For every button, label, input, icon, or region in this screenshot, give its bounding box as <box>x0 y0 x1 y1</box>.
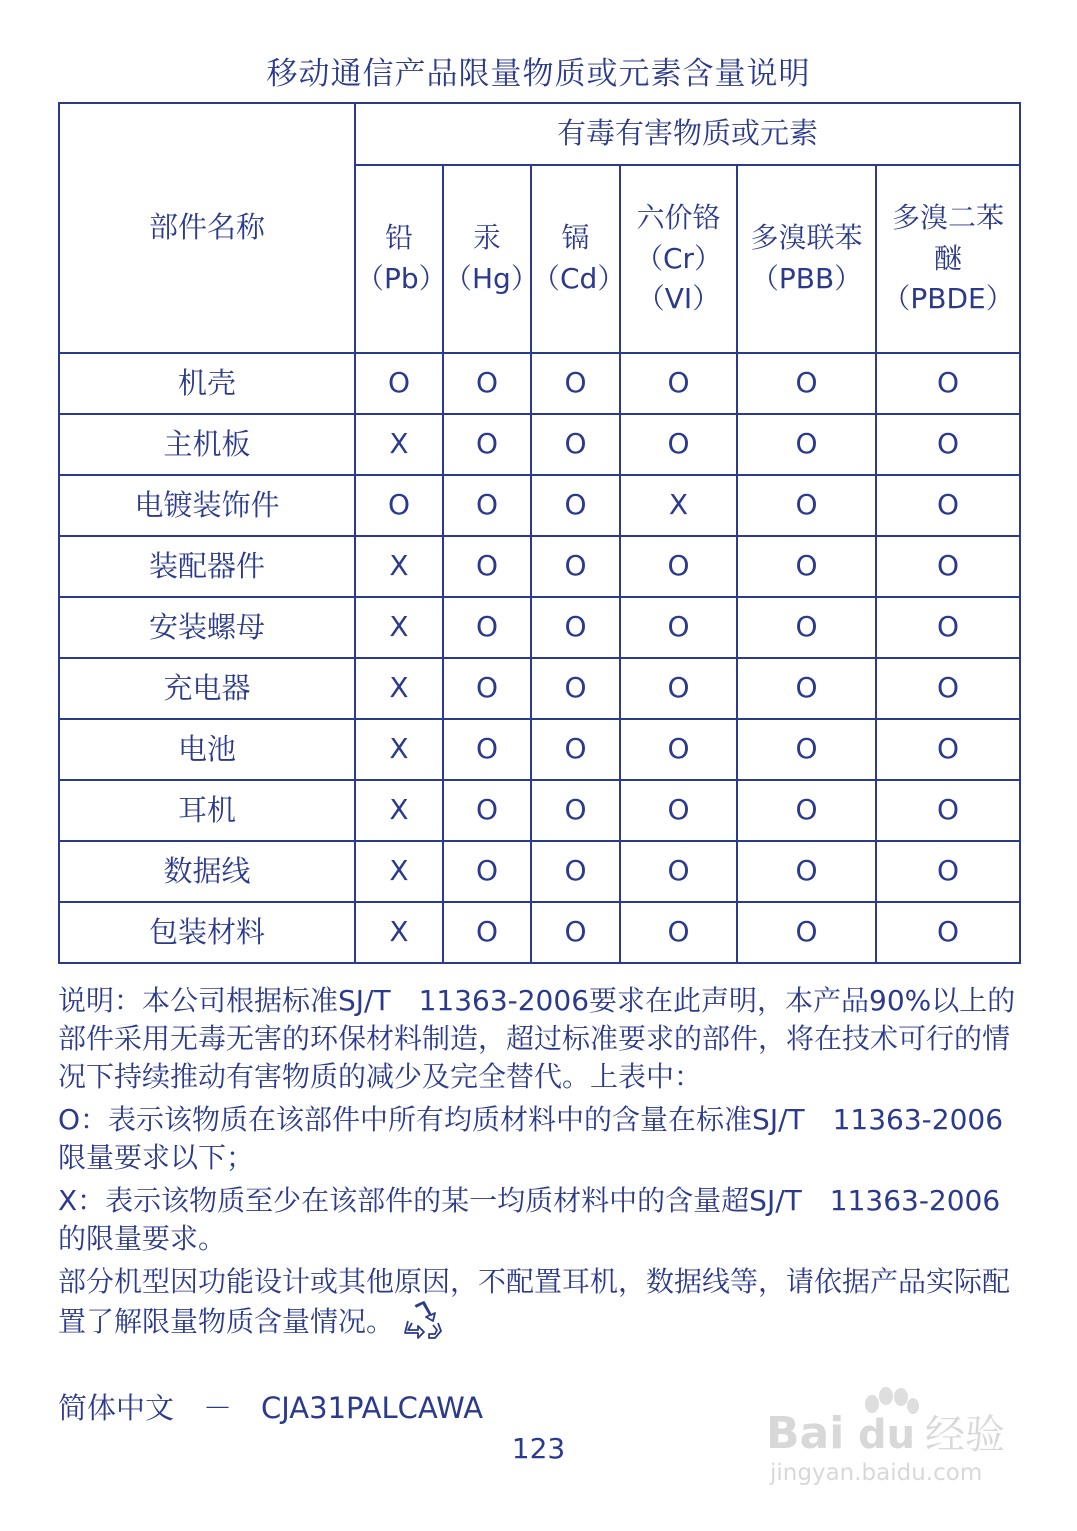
substance-mark-cell: O <box>620 719 737 780</box>
substance-mark-cell: O <box>876 902 1020 963</box>
substance-mark-cell: O <box>443 658 531 719</box>
baidu-watermark <box>760 1368 1030 1488</box>
substance-mark-cell: O <box>620 658 737 719</box>
o-legend-text: O：表示该物质在该部件中所有均质材料中的含量在标准SJ/T 11363-2006限量要求以下； <box>58 1103 1004 1174</box>
watermark-url: jingyan.baidu.com <box>770 1460 983 1486</box>
substance-mark-cell: O <box>443 536 531 597</box>
substance-mark-cell: X <box>355 780 443 841</box>
part-name-cell: 电池 <box>59 719 355 780</box>
substance-mark-cell: X <box>355 841 443 902</box>
part-name-cell: 机壳 <box>59 353 355 414</box>
substance-mark-cell: O <box>443 719 531 780</box>
substance-mark-cell: O <box>443 902 531 963</box>
substance-mark-cell: O <box>737 780 876 841</box>
substance-table <box>58 102 1021 964</box>
substance-mark-cell: O <box>876 841 1020 902</box>
substance-mark-cell: X <box>355 719 443 780</box>
substance-mark-cell: X <box>355 597 443 658</box>
substance-mark-cell: X <box>355 658 443 719</box>
substance-mark-cell: O <box>737 414 876 475</box>
page-number: 123 <box>511 1432 566 1465</box>
substance-mark-cell: O <box>737 597 876 658</box>
substance-mark-cell: O <box>737 841 876 902</box>
substance-mark-cell: O <box>443 841 531 902</box>
substance-mark-cell: O <box>737 475 876 536</box>
substance-mark-cell: O <box>876 353 1020 414</box>
substance-mark-cell: O <box>531 780 620 841</box>
notes-section <box>58 982 1020 1346</box>
substance-mark-cell: O <box>876 658 1020 719</box>
statement-text: 说明：本公司根据标准SJ/T 11363-2006要求在此声明，本产品90%以上的部件采用无毒无害的环保材料制造，超过标准要求的部件，将在技术可行的情况下持续推动有害物质的减少及完全替代。上表中： <box>58 984 1016 1093</box>
substance-mark-cell: X <box>355 902 443 963</box>
substance-mark-cell: O <box>876 475 1020 536</box>
substance-mark-cell: O <box>620 841 737 902</box>
substance-mark-cell: O <box>443 353 531 414</box>
substance-mark-cell: O <box>531 719 620 780</box>
table-row <box>59 536 1020 597</box>
page-title: 移动通信产品限量物质或元素含量说明 <box>266 56 811 92</box>
substance-mark-cell: O <box>876 780 1020 841</box>
substance-mark-cell: O <box>737 658 876 719</box>
watermark-brand-cn: 经验 <box>925 1412 1005 1458</box>
substance-mark-cell: O <box>531 658 620 719</box>
substance-mark-cell: O <box>620 597 737 658</box>
substance-mark-cell: O <box>531 414 620 475</box>
substance-mark-cell: O <box>620 780 737 841</box>
substance-mark-cell: O <box>876 414 1020 475</box>
table-row <box>59 719 1020 780</box>
part-name-cell: 耳机 <box>59 780 355 841</box>
substance-mark-cell: O <box>531 536 620 597</box>
substance-header-pbde: 多溴二苯 醚 （PBDE） <box>876 165 1020 353</box>
part-name-cell: 电镀装饰件 <box>59 475 355 536</box>
substance-mark-cell: O <box>737 902 876 963</box>
recycle-icon <box>402 1301 444 1341</box>
table-row <box>59 353 1020 414</box>
substance-mark-cell: O <box>620 536 737 597</box>
substance-mark-cell: O <box>443 597 531 658</box>
part-name-cell: 包装材料 <box>59 902 355 963</box>
substance-mark-cell: O <box>620 414 737 475</box>
watermark-brand-du: du <box>858 1412 916 1458</box>
config-text: 部分机型因功能设计或其他原因，不配置耳机，数据线等，请依据产品实际配置了解限量物质含量情况。 <box>58 1263 1020 1341</box>
substance-mark-cell: O <box>737 353 876 414</box>
substance-mark-cell: O <box>531 597 620 658</box>
table-row <box>59 780 1020 841</box>
substance-mark-cell: X <box>355 536 443 597</box>
part-name-cell: 主机板 <box>59 414 355 475</box>
table-row <box>59 841 1020 902</box>
table-row <box>59 597 1020 658</box>
substance-mark-cell: O <box>876 597 1020 658</box>
substance-mark-cell: O <box>876 719 1020 780</box>
substance-header-pbb: 多溴联苯 （PBB） <box>737 165 876 353</box>
footer-language: 简体中文 － CJA31PALCAWA <box>58 1391 484 1425</box>
substance-mark-cell: X <box>620 475 737 536</box>
substance-mark-cell: O <box>620 353 737 414</box>
x-legend-text: X：表示该物质至少在该部件的某一均质材料中的含量超SJ/T 11363-2006的限量要求。 <box>58 1184 1001 1255</box>
substance-mark-cell: O <box>620 902 737 963</box>
table-body <box>59 353 1020 963</box>
substance-mark-cell: O <box>443 780 531 841</box>
substance-mark-cell: O <box>737 719 876 780</box>
substance-mark-cell: X <box>355 414 443 475</box>
substance-header-pb: 铅 （Pb） <box>355 165 443 353</box>
substance-mark-cell: O <box>531 475 620 536</box>
substance-header-hg: 汞 （Hg） <box>443 165 531 353</box>
table-row <box>59 658 1020 719</box>
substance-mark-cell: O <box>355 475 443 536</box>
watermark-brand: Bai <box>766 1408 845 1459</box>
part-name-cell: 安装螺母 <box>59 597 355 658</box>
substance-mark-cell: O <box>531 902 620 963</box>
substance-mark-cell: O <box>443 475 531 536</box>
substance-mark-cell: O <box>737 536 876 597</box>
substance-mark-cell: O <box>355 353 443 414</box>
substance-mark-cell: O <box>876 536 1020 597</box>
part-name-cell: 数据线 <box>59 841 355 902</box>
substance-header-cd: 镉 （Cd） <box>531 165 620 353</box>
substance-mark-cell: O <box>531 353 620 414</box>
substance-group-header: 有毒有害物质或元素 <box>355 103 1020 165</box>
substance-mark-cell: O <box>443 414 531 475</box>
table-row <box>59 902 1020 963</box>
table-row <box>59 414 1020 475</box>
substance-mark-cell: O <box>531 841 620 902</box>
table-row <box>59 475 1020 536</box>
substance-header-cr6: 六价铬 （Cr） （VI） <box>620 165 737 353</box>
part-name-header: 部件名称 <box>59 103 355 353</box>
part-name-cell: 装配器件 <box>59 536 355 597</box>
part-name-cell: 充电器 <box>59 658 355 719</box>
